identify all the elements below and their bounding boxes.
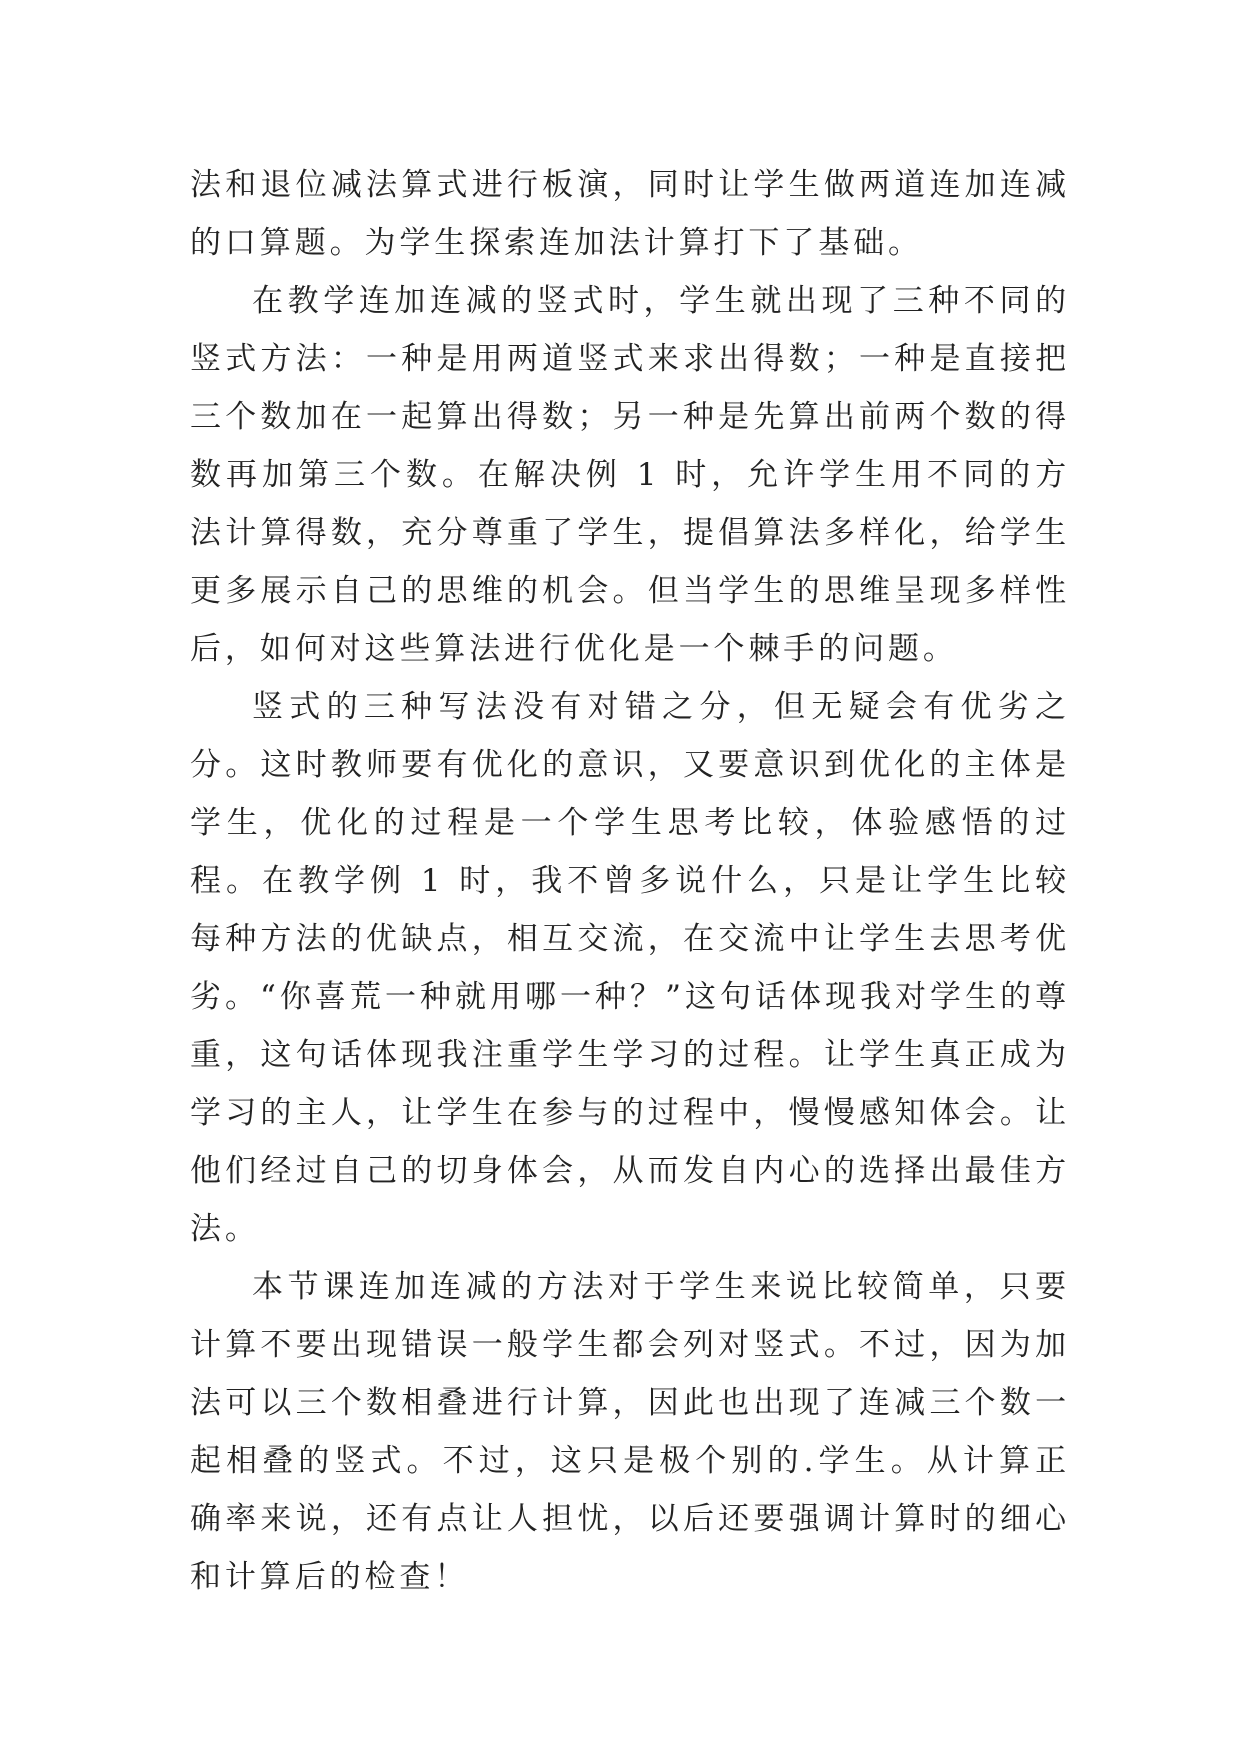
body-text	[190, 156, 1070, 1606]
paragraph: 本节课连加连减的方法对于学生来说比较简单，只要计算不要出现错误一般学生都会列对竖式。不过，因为加法可以三个数相叠进行计算，因此也出现了连减三个数一起相叠的竖式。不过，这只是极个别的.学生。从计算正确率来说，还有点让人担忧，以后还要强调计算时的细心和计算后的检查！	[190, 1269, 1070, 1595]
paragraph: 竖式的三种写法没有对错之分，但无疑会有优劣之分。这时教师要有优化的意识，又要意识到优化的主体是学生，优化的过程是一个学生思考比较，体验感悟的过程。在教学例 1 时，我不曾多说什么，只是让学生比较每种方法的优缺点，相互交流，在交流中让学生去思考优劣。“你喜荒一种就用哪一种？”这句话体现我对学生的尊重，这句话体现我注重学生学习的过程。让学生真正成为学习的主人，让学生在参与的过程中，慢慢感知体会。让他们经过自己的切身体会，从而发自内心的选择出最佳方法。	[190, 689, 1070, 1247]
paragraph: 在教学连加连减的竖式时，学生就出现了三种不同的竖式方法：一种是用两道竖式来求出得数；一种是直接把三个数加在一起算出得数；另一种是先算出前两个数的得数再加第三个数。在解决例 1 时，允许学生用不同的方法计算得数，充分尊重了学生，提倡算法多样化，给学生更多展示自己的思维的机会。但当学生的思维呈现多样性后，如何对这些算法进行优化是一个棘手的问题。	[190, 283, 1070, 667]
paragraph-continuation: 法和退位减法算式进行板演，同时让学生做两道连加连减的口算题。为学生探索连加法计算打下了基础。	[190, 167, 1070, 261]
